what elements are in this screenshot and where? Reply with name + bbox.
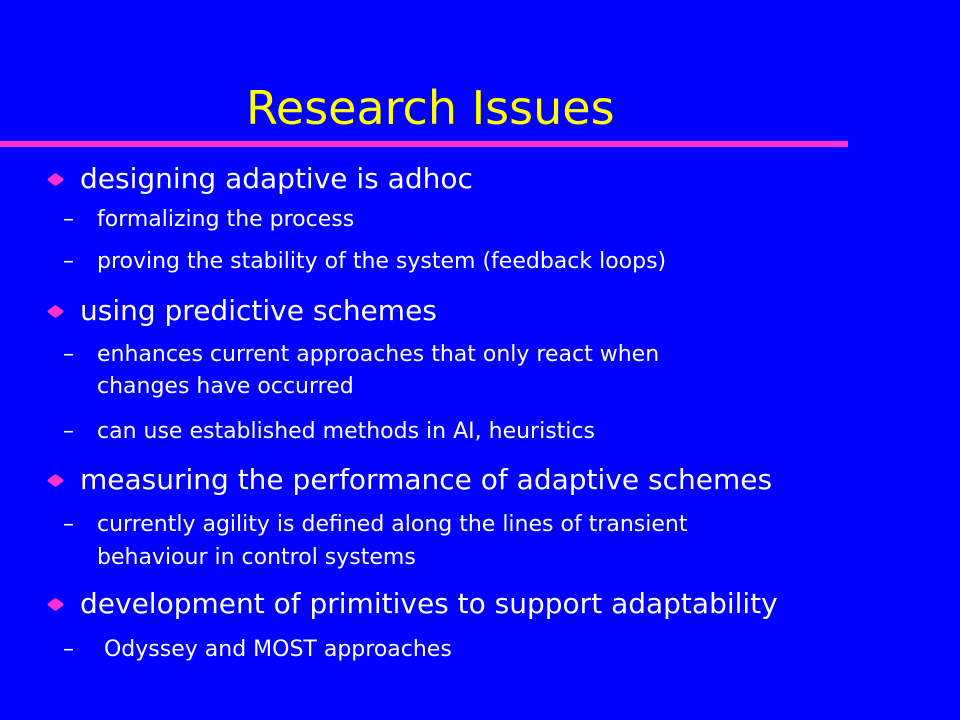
dash-marker: – bbox=[63, 342, 74, 367]
sub-item-text: Odyssey and MOST approaches bbox=[97, 637, 452, 662]
sub-item-text: proving the stability of the system (feedback loops) bbox=[97, 249, 667, 274]
sub-item-text: can use established methods in AI, heuristics bbox=[97, 419, 595, 444]
bullet-text: using predictive schemes bbox=[80, 294, 437, 327]
slide-title: Research Issues bbox=[246, 81, 615, 135]
sub-item-text: behaviour in control systems bbox=[97, 545, 416, 570]
sub-item-text: enhances current approaches that only react when bbox=[97, 342, 660, 367]
title-underline bbox=[0, 141, 848, 147]
dash-marker: – bbox=[63, 512, 74, 537]
diamond-bullet-icon bbox=[47, 598, 65, 611]
bullet-text: development of primitives to support adaptability bbox=[80, 587, 778, 620]
sub-item-text: changes have occurred bbox=[97, 374, 354, 399]
sub-item-text: formalizing the process bbox=[97, 207, 355, 232]
bullet-text: measuring the performance of adaptive schemes bbox=[80, 463, 773, 496]
diamond-bullet-icon bbox=[47, 305, 65, 318]
dash-marker: – bbox=[63, 249, 74, 274]
diamond-bullet-icon bbox=[47, 173, 65, 186]
sub-item-text: currently agility is defined along the lines of transient bbox=[97, 512, 688, 537]
bullet-text: designing adaptive is adhoc bbox=[80, 162, 473, 195]
dash-marker: – bbox=[63, 637, 74, 662]
dash-marker: – bbox=[63, 207, 74, 232]
diamond-bullet-icon bbox=[47, 474, 65, 487]
dash-marker: – bbox=[63, 419, 74, 444]
